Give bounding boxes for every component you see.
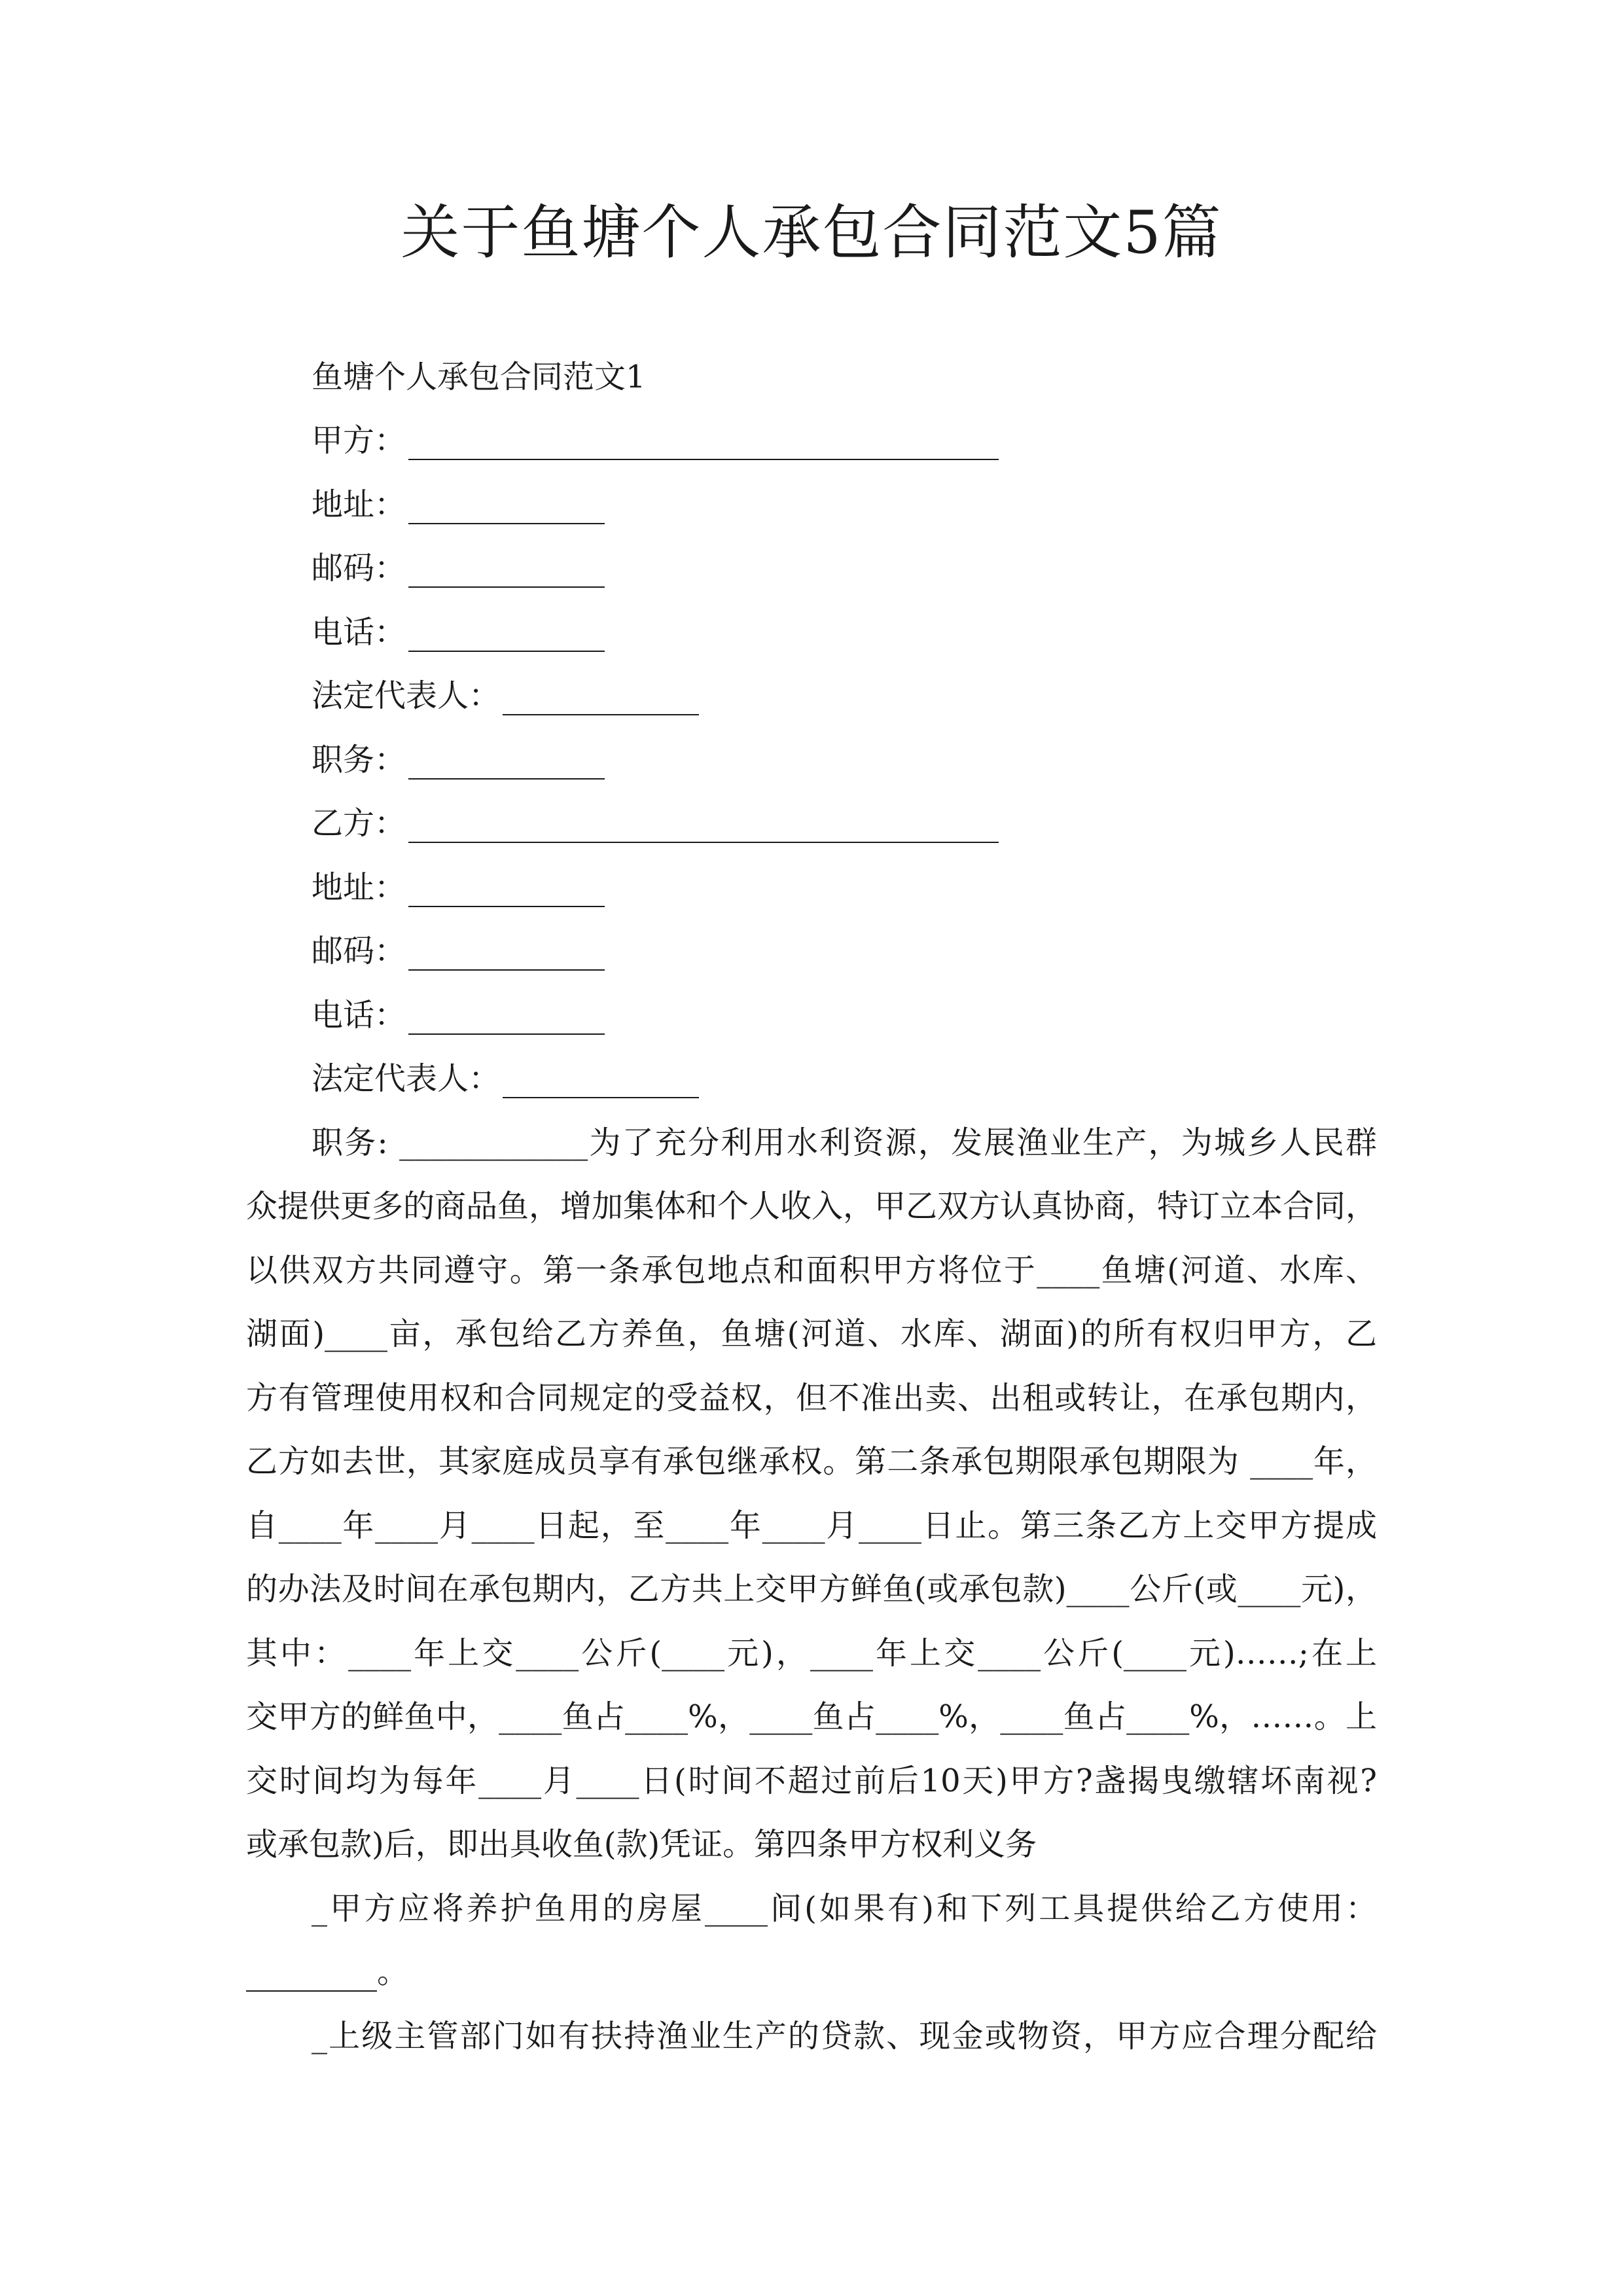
subtitle-text: 鱼塘个人承包合同范文1	[312, 359, 646, 395]
body-line: 自____年____月____日起，至____年____月____日止。第三条乙方上交甲方提成	[246, 1507, 1377, 1544]
party-a-legal-rep-label: 法定代表人：	[312, 677, 501, 714]
party-a-blank	[408, 430, 999, 460]
party-b-phone-blank	[408, 1005, 605, 1035]
party-a-line	[312, 421, 999, 460]
party-a-postcode-line	[312, 548, 605, 588]
party-a-legal-rep-line	[312, 676, 699, 715]
clause-1-line-1: _甲方应将养护鱼用的房屋____间(如果有)和下列工具提供给乙方使用：	[312, 1890, 1377, 1927]
party-a-postcode-blank	[408, 558, 605, 588]
clause-1-line-2	[246, 1952, 1377, 1992]
clause-1-end: 。	[377, 1954, 409, 1990]
party-a-position-label: 职务：	[312, 742, 406, 778]
party-b-postcode-blank	[408, 941, 605, 971]
party-b-label: 乙方：	[312, 805, 406, 842]
party-b-blank	[408, 813, 999, 843]
party-b-address-line	[312, 868, 605, 907]
body-line: 以供双方共同遵守。第一条承包地点和面积甲方将位于____鱼塘(河道、水库、	[246, 1252, 1377, 1289]
document-title: 关于鱼塘个人承包合同范文5篇	[401, 198, 1222, 267]
party-a-address-label: 地址：	[312, 486, 406, 523]
party-b-legal-rep-blank	[503, 1068, 699, 1098]
party-a-position-line	[312, 740, 605, 780]
clause-1-blank	[246, 1962, 377, 1992]
party-b-legal-rep-line	[312, 1059, 699, 1098]
body-line: 交甲方的鲜鱼中，____鱼占____%，____鱼占____%，____鱼占____%，……。上	[246, 1698, 1377, 1735]
party-b-postcode-line	[312, 931, 605, 971]
party-a-legal-rep-blank	[503, 685, 699, 715]
clause-2-line-1: _上级主管部门如有扶持渔业生产的贷款、现金或物资，甲方应合理分配给	[312, 2018, 1377, 2054]
party-b-phone-label: 电话：	[312, 997, 406, 1033]
body-line: 乙方如去世，其家庭成员享有承包继承权。第二条承包期限承包期限为 ____年，	[246, 1443, 1377, 1480]
party-a-address-line	[312, 485, 605, 524]
party-b-phone-line	[312, 996, 605, 1035]
party-b-address-label: 地址：	[312, 869, 406, 906]
body-line: 交时间均为每年____月____日(时间不超过前后10天)甲方?盏揭曳缴辖坏南视?	[246, 1763, 1377, 1799]
party-b-postcode-label: 邮码：	[312, 933, 406, 969]
party-a-address-blank	[408, 494, 605, 524]
body-line: 方有管理使用权和合同规定的受益权，但不准出卖、出租或转让，在承包期内，	[246, 1380, 1377, 1416]
party-b-line	[312, 804, 999, 843]
body-line: 众提供更多的商品鱼，增加集体和个人收入，甲乙双方认真协商，特订立本合同，	[246, 1188, 1378, 1225]
party-a-phone-blank	[408, 622, 605, 652]
party-b-legal-rep-label: 法定代表人：	[312, 1060, 501, 1097]
party-a-postcode-label: 邮码：	[312, 550, 406, 586]
body-line: 其中：____年上交____公斤(____元)，____年上交____公斤(____元)……;在上	[246, 1635, 1377, 1672]
party-a-label: 甲方：	[312, 422, 406, 459]
subtitle	[312, 357, 646, 397]
body-line: 的办法及时间在承包期内，乙方共上交甲方鲜鱼(或承包款)____公斤(或____元)，	[246, 1571, 1377, 1607]
body-line: 职务: ____________为了充分利用水利资源，发展渔业生产，为城乡人民群	[312, 1124, 1377, 1161]
party-a-phone-line	[312, 613, 605, 652]
party-a-position-blank	[408, 749, 605, 780]
party-b-address-blank	[408, 877, 605, 907]
body-line: 湖面)____亩，承包给乙方养鱼，鱼塘(河道、水库、湖面)的所有权归甲方，乙	[246, 1316, 1377, 1352]
body-line: 或承包款)后，即出具收鱼(款)凭证。第四条甲方权利义务	[246, 1826, 1037, 1863]
party-a-phone-label: 电话：	[312, 614, 406, 651]
